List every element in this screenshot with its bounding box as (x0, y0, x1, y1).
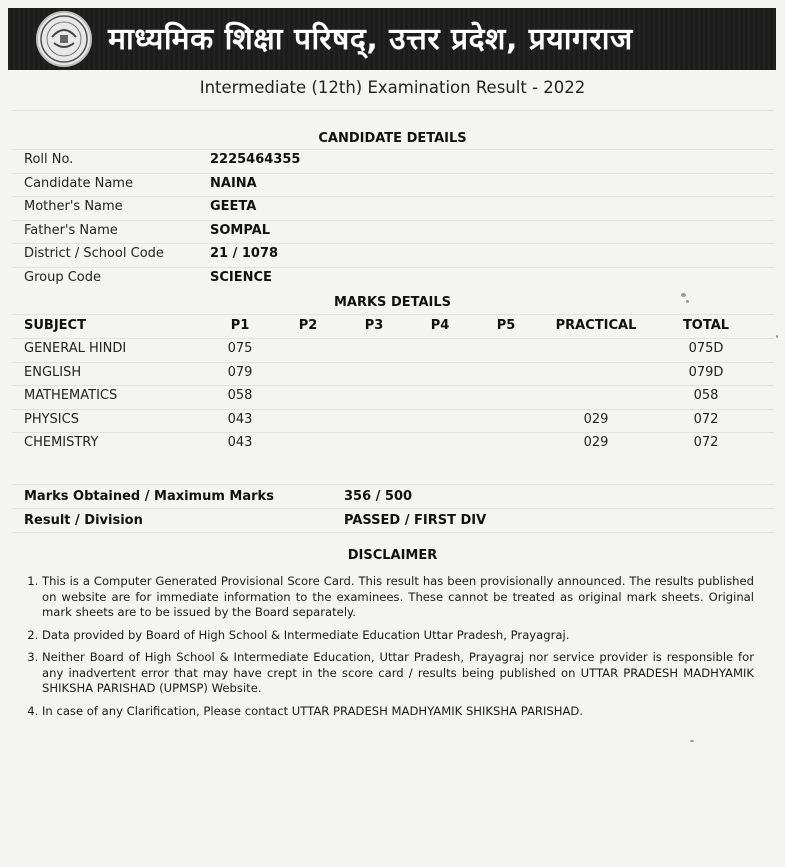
subject-name: CHEMISTRY (24, 435, 99, 450)
candidate-field-value: SOMPAL (210, 223, 271, 238)
board-seal-logo (36, 11, 92, 67)
mark-cell-p1: 075 (227, 341, 253, 356)
marks-details-title: MARKS DETAILS (333, 295, 452, 310)
divider (12, 267, 774, 268)
divider (12, 484, 774, 485)
column-header-p4: P4 (430, 318, 450, 333)
disclaimer-item: 1. This is a Computer Generated Provisional Score Card. This result has been provisionally announced. The results published on website are for immediate information to the examinees. These cannot be treated as original mark sheets. Original mark sheets are to be issued by the Board separately. (42, 574, 754, 621)
mark-cell-total: 072 (693, 412, 719, 427)
candidate-field-value: 2225464355 (210, 152, 301, 167)
candidate-field-label: Father's Name (24, 223, 118, 238)
subject-name: ENGLISH (24, 365, 82, 380)
result-division-value: PASSED / FIRST DIV (344, 513, 487, 528)
divider (12, 338, 774, 339)
disclaimer-item: 4. In case of any Clarification, Please contact UTTAR PRADESH MADHYAMIK SHIKSHA PARISHAD. (42, 704, 754, 720)
disclaimer-item: 3. Neither Board of High School & Intermediate Education, Uttar Pradesh, Prayagraj nor service provider is responsible for any inadvertent error that may have crept in the score card / results being published on UTTAR PRADESH MADHYAMIK SHIKSHA PARISHAD (UPMSP) Website. (42, 650, 754, 697)
mark-cell-total: 058 (693, 388, 719, 403)
board-title: माध्यमिक शिक्षा परिषद्, उत्तर प्रदेश, प्रयागराज (108, 22, 633, 57)
marks-obtained-value: 356 / 500 (344, 489, 413, 504)
column-header-total: TOTAL (682, 318, 730, 333)
divider (12, 196, 774, 197)
disclaimer-list (24, 574, 754, 726)
divider (12, 220, 774, 221)
candidate-field-value: GEETA (210, 199, 257, 214)
divider (12, 173, 774, 174)
divider (12, 432, 774, 433)
scan-speck (776, 335, 778, 338)
column-header-p1: P1 (230, 318, 250, 333)
divider (12, 110, 774, 111)
disclaimer-item: 2. Data provided by Board of High School & Intermediate Education Uttar Pradesh, Prayagraj. (42, 628, 754, 644)
scan-speck (690, 740, 694, 742)
result-division-label: Result / Division (24, 513, 143, 528)
candidate-field-label: Group Code (24, 270, 101, 285)
divider (12, 243, 774, 244)
column-header-practical: PRACTICAL (555, 318, 637, 333)
candidate-details-title: CANDIDATE DETAILS (318, 131, 467, 146)
exam-title: Intermediate (12th) Examination Result - 2022 (199, 78, 586, 97)
column-header-p2: P2 (298, 318, 318, 333)
candidate-field-label: Candidate Name (24, 176, 133, 191)
mark-cell-p1: 043 (227, 412, 253, 427)
mark-cell-total: 079D (688, 365, 724, 380)
mark-cell-total: 075D (688, 341, 724, 356)
column-header-p3: P3 (364, 318, 384, 333)
divider (12, 314, 774, 315)
marks-obtained-label: Marks Obtained / Maximum Marks (24, 489, 274, 504)
header-banner (8, 8, 776, 70)
candidate-field-label: Roll No. (24, 152, 74, 167)
column-header-subject: SUBJECT (24, 318, 86, 333)
column-header-p5: P5 (496, 318, 516, 333)
scan-speck (686, 300, 689, 303)
divider (12, 532, 774, 533)
mark-cell-p1: 043 (227, 435, 253, 450)
candidate-field-value: SCIENCE (210, 270, 272, 285)
disclaimer-title: DISCLAIMER (347, 548, 438, 563)
divider (12, 508, 774, 509)
scan-speck (681, 293, 686, 297)
mark-cell-total: 072 (693, 435, 719, 450)
divider (12, 149, 774, 150)
subject-name: MATHEMATICS (24, 388, 118, 403)
mark-cell-practical: 029 (583, 412, 609, 427)
subject-name: PHYSICS (24, 412, 79, 427)
candidate-field-label: District / School Code (24, 246, 164, 261)
mark-cell-practical: 029 (583, 435, 609, 450)
divider (12, 362, 774, 363)
candidate-field-label: Mother's Name (24, 199, 123, 214)
subject-name: GENERAL HINDI (24, 341, 127, 356)
candidate-field-value: NAINA (210, 176, 257, 191)
mark-cell-p1: 058 (227, 388, 253, 403)
divider (12, 385, 774, 386)
mark-cell-p1: 079 (227, 365, 253, 380)
divider (12, 409, 774, 410)
candidate-field-value: 21 / 1078 (210, 246, 279, 261)
